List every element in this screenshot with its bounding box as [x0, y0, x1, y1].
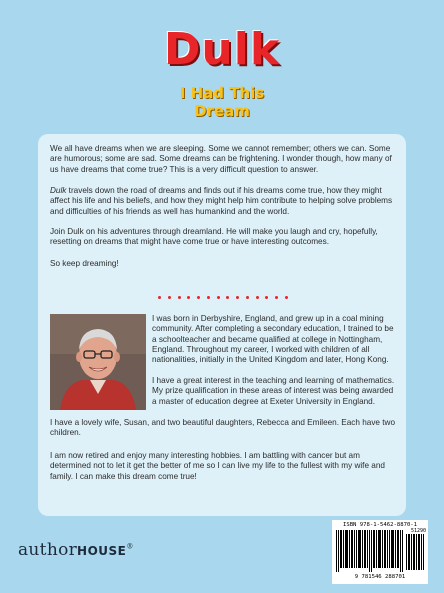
divider-dot: [197, 296, 200, 299]
book-subtitle-line2: Dream: [194, 102, 250, 120]
author-bio-paragraph-4: I am now retired and enjoy many interesting hobbies. I am battling with cancer but am determined not to let it get the better of me so I can live my life to the fullest with my wife and family. I can make this dream come true!: [50, 451, 385, 481]
author-portrait-icon: [50, 314, 146, 410]
divider-dot: [207, 296, 210, 299]
registered-mark: ®: [126, 542, 134, 551]
blurb-paragraph-3: Join Dulk on his adventures through dreamland. He will make you laugh and cry, hopefully, resetting on dreams that might have come true or have interesting outcomes.: [50, 227, 378, 247]
divider-dot: [226, 296, 229, 299]
divider-dot: [256, 296, 259, 299]
blurb-paragraph-1: We all have dreams when we are sleeping. Some we cannot remember; others we can. Some are humorous; some are sad. Some dreams can be frightening. I wonder though, how many of us have dreams that come true? This is a very difficult question to answer.: [50, 144, 392, 174]
divider-dot: [265, 296, 268, 299]
divider-dot: [246, 296, 249, 299]
author-photo: [50, 314, 146, 410]
book-title: Dulk: [163, 24, 281, 75]
divider-dot: [168, 296, 171, 299]
divider-dot: [285, 296, 288, 299]
book-subtitle-line1: I Had This: [179, 84, 265, 102]
blurb-title-italic: Dulk: [50, 186, 67, 195]
barcode-addon-number: 51290: [410, 528, 426, 534]
author-bio-paragraph-1: I was born in Derbyshire, England, and grew up in a coal mining community. After completing a secondary education, I trained to be a schoolteacher and became qualified at college in Nottingham, England. Throughout my career, I worked with children of all nationalities, initially in the United Kingdom and later, Hong Kong.: [152, 314, 394, 365]
divider-dot: [275, 296, 278, 299]
barcode-number: 9 781546 288701: [354, 574, 406, 580]
divider-dot: [178, 296, 181, 299]
divider-dot: [187, 296, 190, 299]
blurb-paragraph-4: So keep dreaming!: [50, 259, 119, 268]
publisher-logo: [18, 540, 134, 560]
publisher-name-prefix: author: [18, 540, 78, 560]
author-bio-paragraph-2: I have a great interest in the teaching and learning of mathematics. My prize qualification in these areas of interest was being awarded a master of education degree at Exeter University in England.: [152, 376, 395, 406]
divider-dot: [158, 296, 161, 299]
blurb-paragraph-2-text: travels down the road of dreams and finds out if his dreams come true, how they might affect his life and his beliefs, and how they might help him contribute to helping solve problems and difficulties of his friends as well has humankind and the world.: [50, 186, 393, 216]
blurb-paragraph-2: [50, 186, 396, 217]
author-bio-paragraph-3: I have a lovely wife, Susan, and two beautiful daughters, Rebecca and Emileen. Each have two children.: [50, 418, 395, 438]
isbn-number: ISBN 978-1-5462-8870-1: [342, 522, 418, 528]
divider-dot: [236, 296, 239, 299]
publisher-name-suffix: HOUSE: [77, 544, 127, 558]
divider-dot: [217, 296, 220, 299]
dotted-divider: [158, 296, 288, 302]
